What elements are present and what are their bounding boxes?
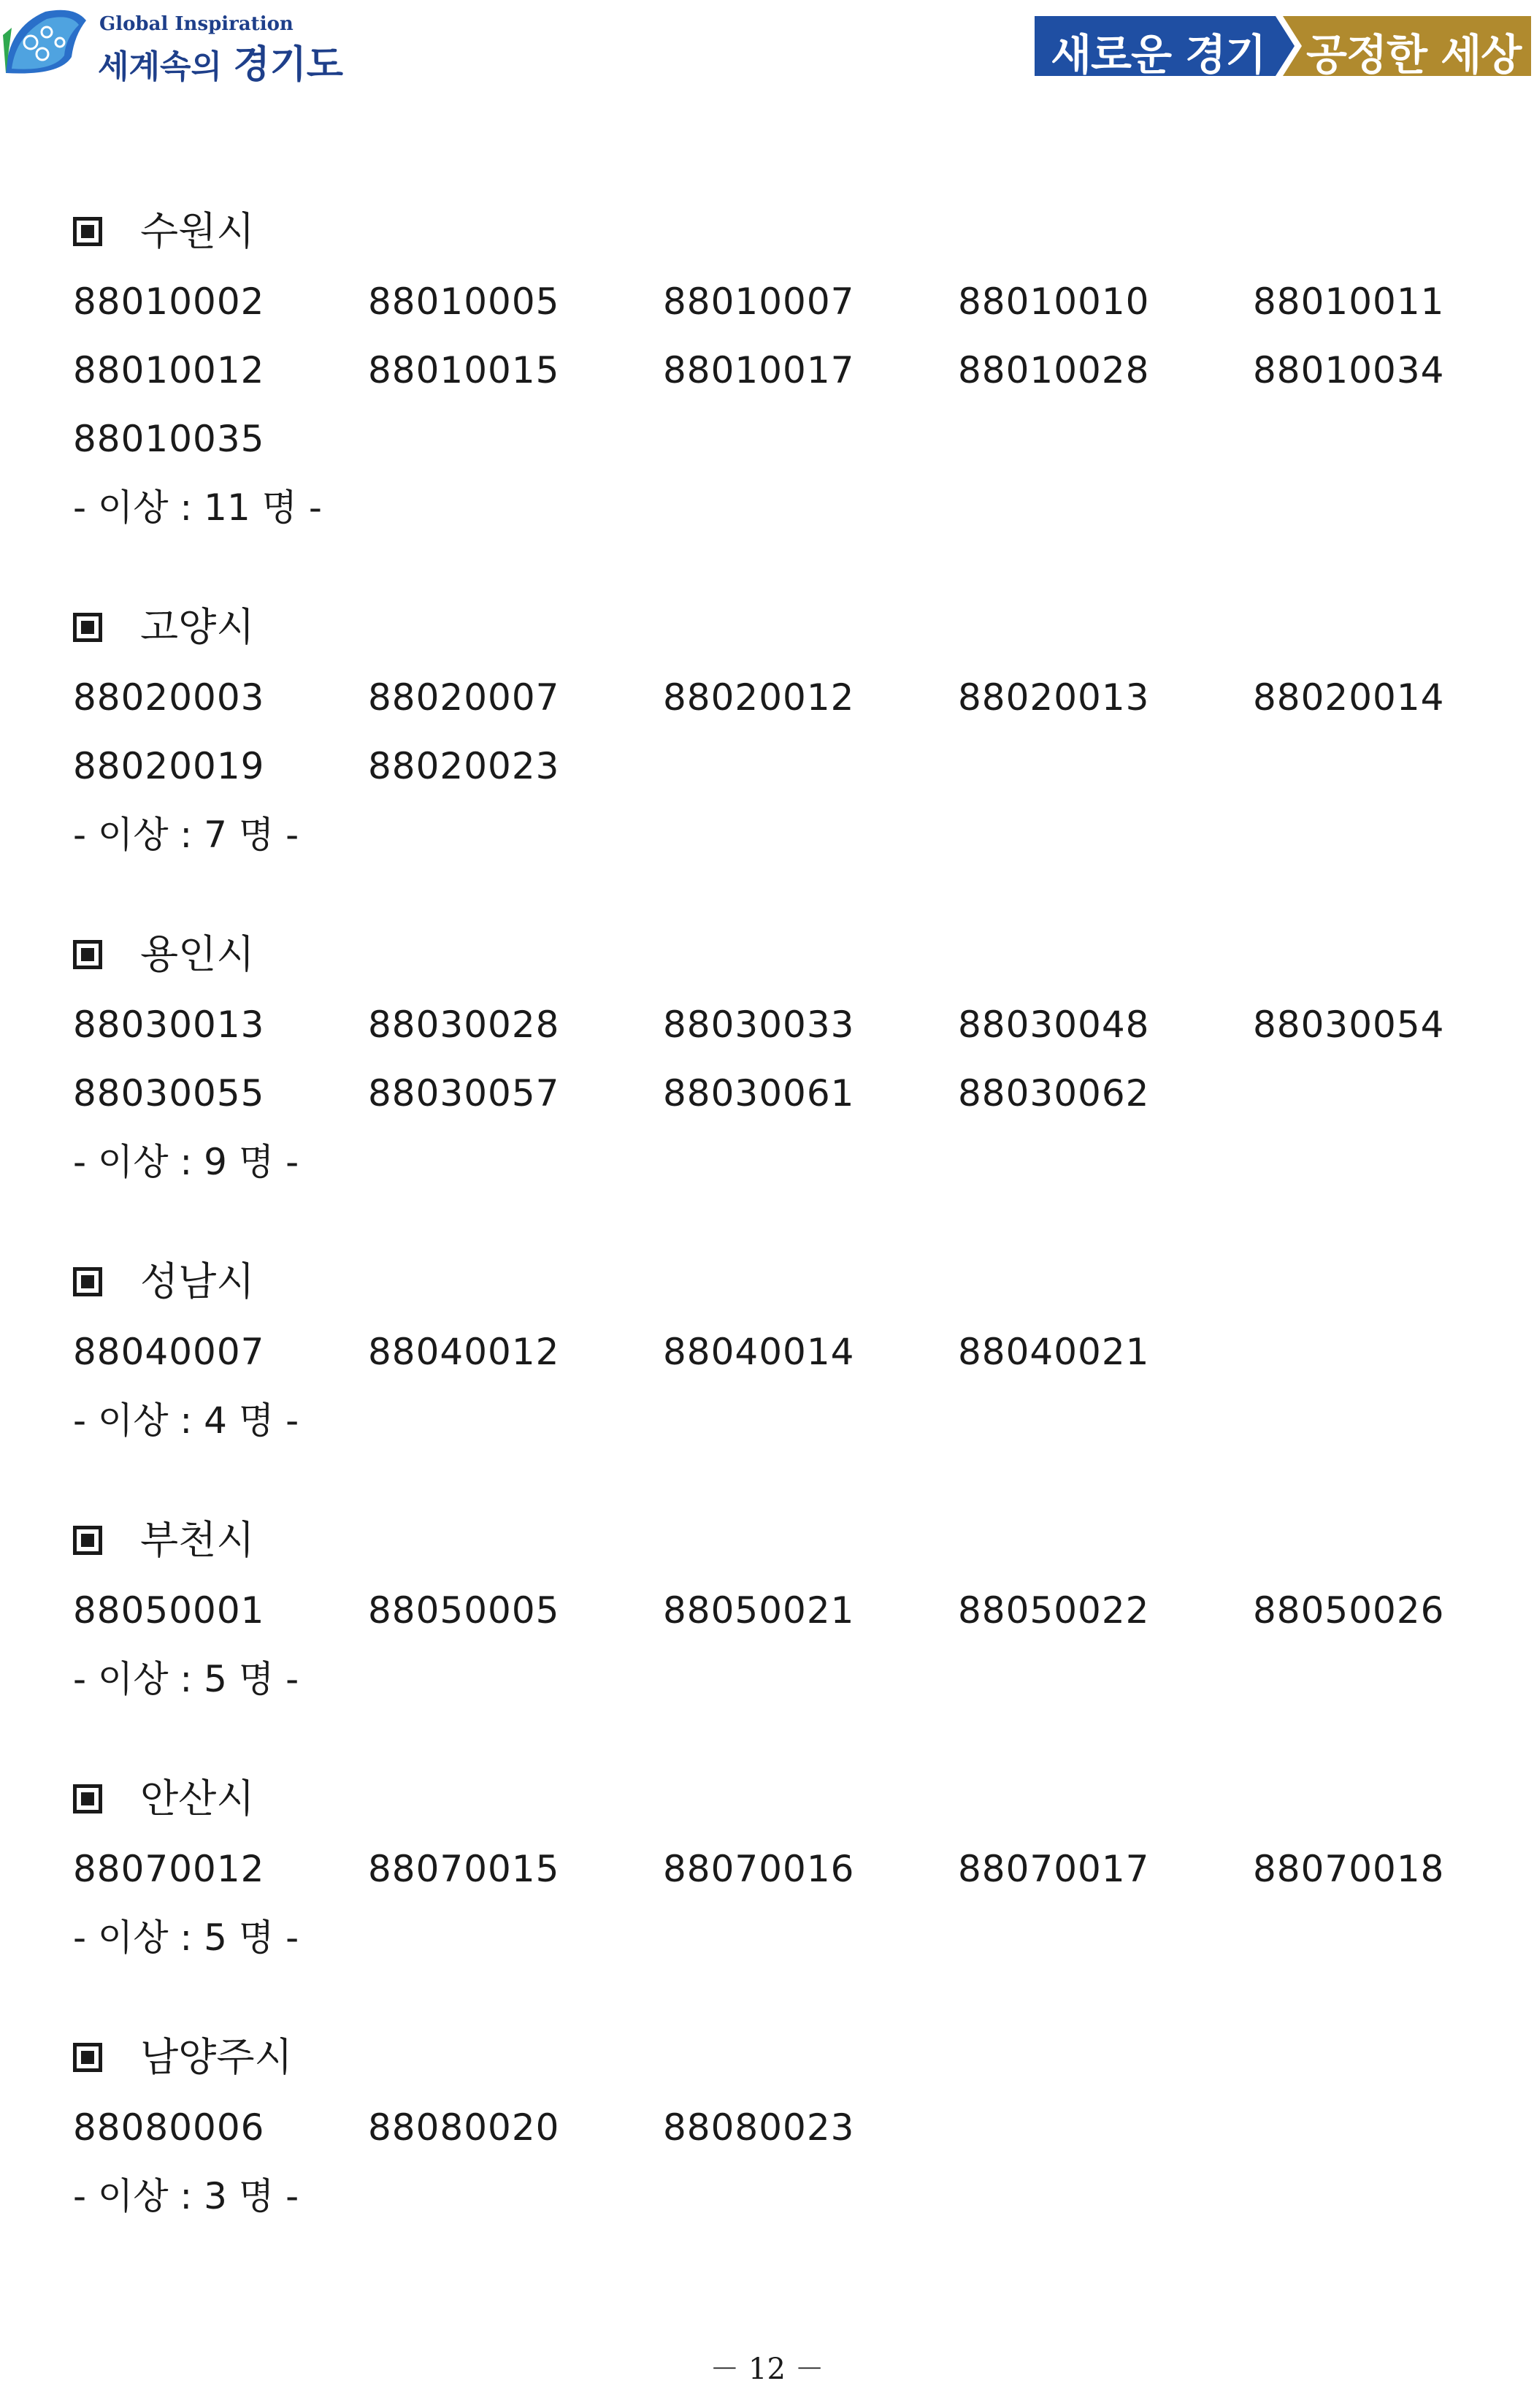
region-heading (73, 592, 1460, 663)
region-heading (73, 1505, 1460, 1576)
region-list (73, 196, 1460, 2280)
region-title: 성남시 (140, 1258, 255, 1304)
code-grid (73, 2093, 1460, 2162)
code-item: 88020003 (73, 676, 265, 719)
slogan-banner (1035, 13, 1531, 79)
code-item: 88040007 (73, 1331, 265, 1373)
region-title: 수원시 (140, 208, 255, 254)
region-heading (73, 1246, 1460, 1318)
square-filled-icon (73, 1526, 102, 1555)
logo-name (98, 34, 343, 88)
code-item: 88020007 (368, 676, 560, 719)
count-summary: - 이상 : 5 명 - (73, 1658, 299, 1700)
code-item: 88080006 (73, 2106, 265, 2149)
count-summary: - 이상 : 7 명 - (73, 814, 299, 856)
code-item: 88040021 (958, 1331, 1150, 1373)
square-filled-icon (73, 2043, 102, 2072)
code-item: 88050001 (73, 1589, 265, 1632)
square-filled-icon (73, 940, 102, 969)
code-item: 88030048 (958, 1004, 1150, 1046)
logo-tagline: Global Inspiration (99, 13, 294, 35)
code-item: 88020023 (368, 745, 560, 787)
code-grid (73, 663, 1460, 800)
region-title: 남양주시 (140, 2034, 293, 2080)
code-item: 88010028 (958, 349, 1150, 391)
code-item: 88030033 (663, 1004, 855, 1046)
code-item: 88010034 (1253, 349, 1445, 391)
logo-prefix: 세계속의 (98, 48, 223, 85)
region-heading (73, 919, 1460, 990)
region-title: 안산시 (140, 1776, 255, 1822)
region-section (73, 196, 1460, 542)
code-grid (73, 1318, 1460, 1386)
code-item: 88080020 (368, 2106, 560, 2149)
code-item: 88020012 (663, 676, 855, 719)
logo-province: 경기도 (233, 43, 344, 87)
count-summary: - 이상 : 11 명 - (73, 486, 322, 529)
code-item: 88070017 (958, 1848, 1150, 1890)
region-title: 용인시 (140, 931, 255, 977)
gyeonggi-logo-icon (1, 6, 89, 79)
region-section (73, 1763, 1460, 1972)
page-header (0, 0, 1534, 95)
slogan-left: 새로운 경기 (1051, 30, 1266, 80)
slogan-right: 공정한 세상 (1306, 30, 1522, 80)
code-item: 88080023 (663, 2106, 855, 2149)
region-section (73, 1246, 1460, 1455)
square-filled-icon (73, 613, 102, 642)
code-item: 88030028 (368, 1004, 560, 1046)
page-number: － 12 － (710, 2352, 824, 2386)
region-title: 고양시 (140, 604, 255, 650)
region-section (73, 2022, 1460, 2231)
code-item: 88050022 (958, 1589, 1150, 1632)
square-filled-icon (73, 1267, 102, 1296)
code-item: 88070012 (73, 1848, 265, 1890)
code-item: 88010007 (663, 280, 855, 323)
code-item: 88010017 (663, 349, 855, 391)
code-grid (73, 267, 1460, 473)
code-item: 88030055 (73, 1072, 265, 1115)
code-item: 88050021 (663, 1589, 855, 1632)
count-summary: - 이상 : 5 명 - (73, 1916, 299, 1959)
code-item: 88010035 (73, 418, 265, 460)
region-heading (73, 1763, 1460, 1835)
count-summary: - 이상 : 9 명 - (73, 1141, 299, 1183)
code-item: 88040012 (368, 1331, 560, 1373)
code-item: 88050026 (1253, 1589, 1445, 1632)
code-item: 88030057 (368, 1072, 560, 1115)
code-item: 88030061 (663, 1072, 855, 1115)
code-item: 88030054 (1253, 1004, 1445, 1046)
code-item: 88070015 (368, 1848, 560, 1890)
code-item: 88010011 (1253, 280, 1445, 323)
code-item: 88010012 (73, 349, 265, 391)
region-section (73, 592, 1460, 869)
code-item: 88010005 (368, 280, 560, 323)
code-item: 88070016 (663, 1848, 855, 1890)
code-item: 88050005 (368, 1589, 560, 1632)
code-item: 88020014 (1253, 676, 1445, 719)
code-grid (73, 1835, 1460, 1903)
code-item: 88010010 (958, 280, 1150, 323)
code-item: 88020019 (73, 745, 265, 787)
region-section (73, 919, 1460, 1196)
code-item: 88030062 (958, 1072, 1150, 1115)
code-item: 88030013 (73, 1004, 265, 1046)
code-item: 88040014 (663, 1331, 855, 1373)
region-section (73, 1505, 1460, 1713)
gyeonggi-logo (0, 3, 344, 87)
count-summary: - 이상 : 4 명 - (73, 1399, 299, 1442)
region-heading (73, 2022, 1460, 2093)
square-filled-icon (73, 1784, 102, 1813)
region-heading (73, 196, 1460, 267)
code-grid (73, 990, 1460, 1128)
code-item: 88010015 (368, 349, 560, 391)
code-grid (73, 1576, 1460, 1645)
code-item: 88010002 (73, 280, 265, 323)
code-item: 88070018 (1253, 1848, 1445, 1890)
square-filled-icon (73, 217, 102, 246)
code-item: 88020013 (958, 676, 1150, 719)
count-summary: - 이상 : 3 명 - (73, 2175, 299, 2217)
region-title: 부천시 (140, 1517, 255, 1563)
